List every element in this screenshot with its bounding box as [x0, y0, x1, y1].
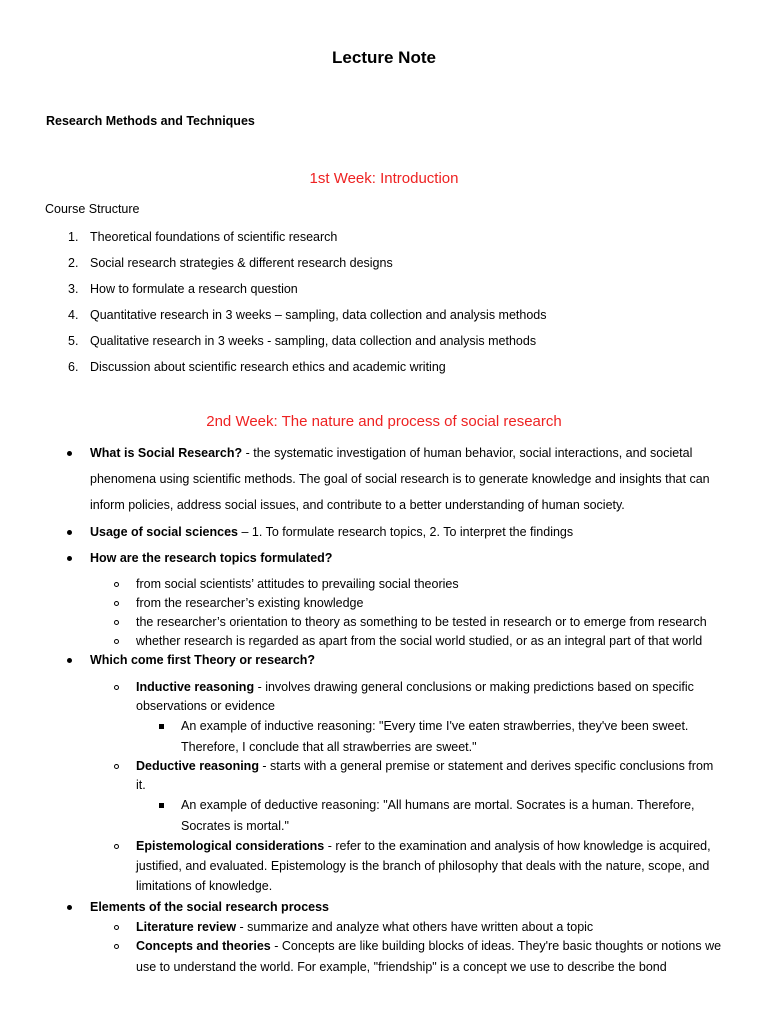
week2-heading: 2nd Week: The nature and process of social research — [206, 413, 562, 430]
deductive-term: Deductive reasoning — [136, 759, 259, 773]
list-item — [68, 334, 78, 348]
which-first-term: Which come first Theory or research? — [90, 653, 316, 667]
inductive-text1: - involves drawing general conclusions or making predictions based on specific — [254, 680, 694, 694]
deductive-line2: it. — [136, 778, 146, 792]
what-is-line1 — [90, 446, 692, 460]
circle-bullet-icon — [114, 620, 119, 625]
list-number: 6. — [68, 360, 79, 374]
what-is-text1: - the systematic investigation of human behavior, social interactions, and societal — [242, 446, 693, 460]
concepts-line2: use to understand the world. For example, "friendship" is a concept we use to describe the bond — [136, 960, 667, 974]
elements-term: Elements of the social research process — [90, 900, 329, 914]
week1-heading: 1st Week: Introduction — [309, 170, 459, 187]
inductive-example2: Therefore, I conclude that all strawberries are sweet." — [181, 740, 477, 754]
list-item — [68, 256, 78, 270]
list-item-text: Social research strategies & different research designs — [90, 256, 393, 270]
course-structure-label: Course Structure — [45, 202, 140, 216]
literature-term: Literature review — [136, 920, 237, 934]
page-title: Lecture Note — [332, 48, 436, 67]
formulated-item: from the researcher’s existing knowledge — [136, 596, 364, 610]
bullet-icon — [67, 451, 72, 456]
list-item-text: How to formulate a research question — [90, 282, 298, 296]
formulated-item: whether research is regarded as apart from the social world studied, or as an integral part of that world — [136, 634, 703, 648]
circle-bullet-icon — [114, 925, 119, 930]
list-number: 1. — [68, 230, 79, 244]
deductive-example2: Socrates is mortal." — [181, 819, 289, 833]
literature-line — [136, 920, 593, 934]
circle-bullet-icon — [114, 764, 119, 769]
bullet-icon — [67, 658, 72, 663]
elements-line — [90, 900, 329, 914]
circle-bullet-icon — [114, 844, 119, 849]
list-item — [68, 282, 78, 296]
literature-text: - summarize and analyze what others have written about a topic — [236, 920, 594, 934]
list-item-text: Discussion about scientific research ethics and academic writing — [90, 360, 446, 374]
usage-text: – 1. To formulate research topics, 2. To interpret the findings — [238, 525, 574, 539]
bullet-icon — [67, 905, 72, 910]
usage-line — [90, 525, 573, 539]
circle-bullet-icon — [114, 685, 119, 690]
circle-bullet-icon — [114, 601, 119, 606]
epistemological-text1: - refer to the examination and analysis of how knowledge is acquired, — [324, 839, 711, 853]
inductive-example1: An example of inductive reasoning: "Every time I've eaten strawberries, they've been sweet. — [181, 719, 689, 733]
what-is-line3: inform policies, address social issues, and contribute to a better understanding of human society. — [90, 498, 625, 512]
deductive-line1 — [136, 759, 713, 773]
list-item-text: Theoretical foundations of scientific research — [90, 230, 338, 244]
inductive-line2: observations or evidence — [136, 699, 275, 713]
epistemological-line3: limitations of knowledge. — [136, 879, 273, 893]
list-item — [68, 360, 78, 374]
list-item-text: Qualitative research in 3 weeks - sampling, data collection and analysis methods — [90, 334, 537, 348]
list-number: 4. — [68, 308, 79, 322]
epistemological-term: Epistemological considerations — [136, 839, 325, 853]
list-number: 3. — [68, 282, 79, 296]
which-first-line — [90, 653, 315, 667]
list-item-text: Quantitative research in 3 weeks – sampling, data collection and analysis methods — [90, 308, 547, 322]
epistemological-line2: justified, and evaluated. Epistemology is the branch of philosophy that deals with the nature, scope, and — [136, 859, 710, 873]
epistemological-line1 — [136, 839, 711, 853]
formulated-item: from social scientists’ attitudes to prevailing social theories — [136, 577, 459, 591]
deductive-text1: - starts with a general premise or statement and derives specific conclusions from — [258, 759, 714, 773]
formulated-item: the researcher’s orientation to theory as something to be tested in research or to emerge from research — [136, 615, 707, 629]
document-subtitle: Research Methods and Techniques — [46, 114, 255, 128]
list-item — [68, 230, 78, 244]
inductive-term: Inductive reasoning — [136, 680, 255, 694]
square-bullet-icon — [159, 724, 164, 729]
concepts-line1 — [136, 939, 721, 953]
bullet-icon — [67, 556, 72, 561]
list-item — [68, 308, 78, 322]
what-is-term: What is Social Research? — [90, 446, 243, 460]
circle-bullet-icon — [114, 582, 119, 587]
circle-bullet-icon — [114, 944, 119, 949]
square-bullet-icon — [159, 803, 164, 808]
usage-term: Usage of social sciences — [90, 525, 238, 539]
formulated-term: How are the research topics formulated? — [90, 551, 333, 565]
inductive-line1 — [136, 680, 694, 694]
formulated-line — [90, 551, 332, 565]
list-number: 2. — [68, 256, 79, 270]
bullet-icon — [67, 530, 72, 535]
concepts-term: Concepts and theories — [136, 939, 271, 953]
list-number: 5. — [68, 334, 79, 348]
what-is-line2: phenomena using scientific methods. The goal of social research is to generate knowledge and insights that can — [90, 472, 710, 486]
concepts-text1: - Concepts are like building blocks of ideas. They're basic thoughts or notions we — [270, 939, 722, 953]
deductive-example1: An example of deductive reasoning: "All humans are mortal. Socrates is a human. Therefore, — [181, 798, 695, 812]
circle-bullet-icon — [114, 639, 119, 644]
